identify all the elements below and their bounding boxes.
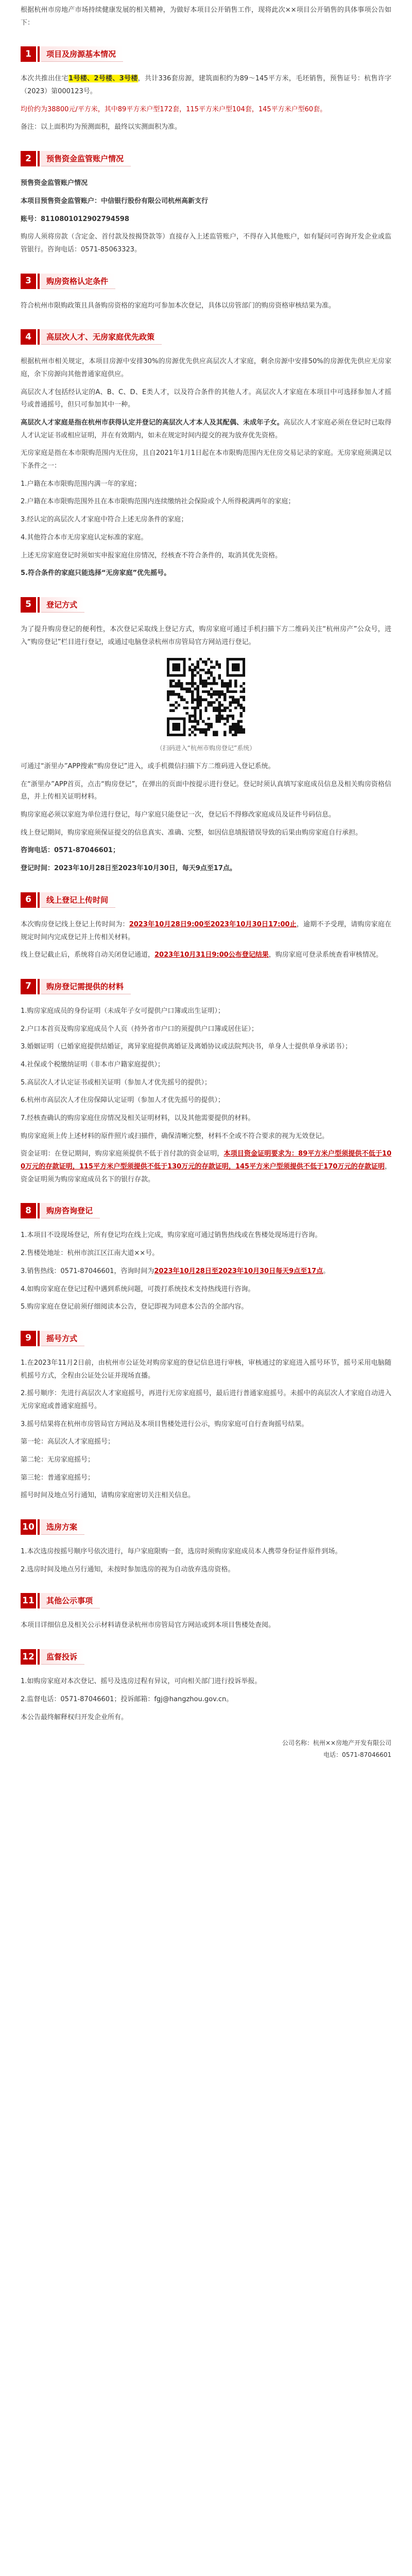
paragraph: 根据杭州市相关规定，本项目房源中安排30%的房源优先供应高层次人才家庭，剩余房源中安排50%的房源优先供应无房家庭，余下房源向其他普通家庭供应。 xyxy=(21,358,391,378)
list-item: 2.户口本首页及购房家庭成员个人页（持外省市户口的须提供户口簿或居住证）； xyxy=(21,1025,258,1033)
section-bar xyxy=(38,1649,40,1665)
paragraph: 第三轮：普通家庭摇号； xyxy=(21,1473,95,1482)
section-title: 登记方式 xyxy=(41,597,84,613)
paragraph: 1.如购房家庭对本次登记、摇号及选房过程有异议，可向相关部门进行投诉举报。 xyxy=(21,1677,262,1686)
paragraph: 线上登记期间，购房家庭须保证提交的信息真实、准确、完整，如因信息填报错误导致的后果由购房家庭自行承担。 xyxy=(21,828,363,837)
intro-text: 根据杭州市房地产市场持续健康发展的相关精神，为做好本项目公开销售工作，现将此次××项目公开销售的具体事项公告如下： xyxy=(21,6,391,27)
paragraph: 1.本项目不设现场登记，所有登记均在线上完成，购房家庭可通过销售热线或在售楼处现场进行咨询。 xyxy=(21,1231,322,1240)
paragraph: 高层次人才家庭是指在杭州市获得认定并登记的高层次人才本人及其配偶、未成年子女。高层次人才家庭必须在登记时已取得人才认定证书或相应证明，并在有效期内，如未在规定时间内提交的视为放弃优先资格。 xyxy=(21,419,391,439)
section-number: 6 xyxy=(21,892,36,908)
paragraph: 购房人须将房款（含定金、首付款及按揭贷款等）直接存入上述监管账户，不得存入其他账户，如有疑问可咨询开发企业或监管银行。咨询电话：0571-85063323。 xyxy=(21,233,391,253)
paragraph: 本次共推出住宅1号楼、2号楼、3号楼，共计336套房源，建筑面积约为89～145平方米，毛坯销售，预售证号：杭售许字（2023）第000123号。 xyxy=(21,75,391,96)
paragraph: 线上登记截止后，系统将自动关闭登记通道，2023年10月31日9:00公布登记结果，购房家庭可登录系统查看审核情况。 xyxy=(21,951,383,959)
highlight: 2023年10月31日9:00公布登记结果 xyxy=(154,951,269,959)
paragraph: 1.本次选房按摇号顺序号依次进行，每户家庭限购一套，选房时须购房家庭成员本人携带身份证件原件到场。 xyxy=(21,1548,342,1556)
section-title: 监督投诉 xyxy=(41,1649,84,1665)
section-title: 其他公示事项 xyxy=(41,1593,100,1608)
section-number: 11 xyxy=(21,1593,36,1608)
section-number: 1 xyxy=(21,46,36,62)
section-title: 线上登记上传时间 xyxy=(41,892,115,908)
section-bar xyxy=(38,329,40,345)
section-header-6 xyxy=(21,890,391,910)
highlight: 2023年10月28日至2023年10月30日每天9点至17点 xyxy=(154,1267,323,1275)
paragraph: 4.如购房家庭在登记过程中遇到系统问题，可拨打系统技术支持热线进行咨询。 xyxy=(21,1285,255,1293)
paragraph: 为了提升购房登记的便利性，本次登记采取线上登记方式，购房家庭可通过手机扫描下方二维码关注“杭州房产”公众号，进入“购房登记”栏目进行登记，或通过电脑登录杭州市房管局官方网站进行登记。 xyxy=(21,625,391,646)
section-number: 9 xyxy=(21,1331,36,1346)
paragraph: 资金证明：在登记期间，购房家庭须提供不低于首付款的资金证明，本项目资金证明要求为：89平方米户型须提供不低于100万元的存款证明，115平方米户型须提供不低于130万元的存款证明，145平方米户型须提供不低于170万元的存款证明，资金证明须为购房家庭成员名下的银行存款。 xyxy=(21,1150,391,1183)
section-header-12 xyxy=(21,1647,391,1667)
list-item: 6.杭州市高层次人才住房保障认定证明（参加人才优先摇号的提供）； xyxy=(21,1096,225,1105)
list-item: 3.婚姻证明（已婚家庭提供结婚证，离异家庭提供离婚证及离婚协议或法院判决书，单身人士提供单身承诺书）； xyxy=(21,1043,352,1051)
list-item: 3.经认定的高层次人才家庭中符合上述无房条件的家庭； xyxy=(21,516,188,524)
paragraph: 本次购房登记线上登记上传时间为：2023年10月28日9:00至2023年10月30日17:00止，逾期不予受理，请购房家庭在规定时间内完成登记并上传相关材料。 xyxy=(21,920,391,941)
list-item: 1.购房家庭成员的身份证明（未成年子女可提供户口簿或出生证明）； xyxy=(21,1007,225,1015)
section-bar xyxy=(38,274,40,289)
section-bar xyxy=(38,597,40,613)
section-number: 5 xyxy=(21,597,36,613)
footer-tel: 电话：0571-87046601 xyxy=(323,1751,391,1759)
qr-caption: （扫码进入“杭州市购房登记”系统） xyxy=(156,744,256,752)
section-title: 项目及房源基本情况 xyxy=(41,46,123,62)
highlight: 1号楼、2号楼、3号楼 xyxy=(68,75,138,83)
section-number: 12 xyxy=(21,1649,36,1665)
paragraph: 咨询电话：0571-87046601； xyxy=(21,846,119,855)
section-title: 选房方案 xyxy=(41,1519,84,1535)
section-number: 4 xyxy=(21,329,36,345)
paragraph: 均价约为38800元/平方米，其中89平方米户型172套，115平方米户型104套，145平方米户型60套。 xyxy=(21,105,327,113)
section-header-7 xyxy=(21,976,391,997)
section-header-4 xyxy=(21,327,391,347)
qr-code-icon[interactable] xyxy=(165,656,247,738)
paragraph: 2.摇号顺序：先进行高层次人才家庭摇号，再进行无房家庭摇号，最后进行普通家庭摇号。未摇中的高层次人才家庭自动进入无房家庭或普通家庭摇号。 xyxy=(21,1389,391,1410)
paragraph: 5.符合条件的家庭只能选择“无房家庭”优先摇号。 xyxy=(21,569,171,578)
paragraph: 2.监督电话：0571-87046601；投诉邮箱：fgj@hangzhou.gov.cn。 xyxy=(21,1695,233,1703)
paragraph: 2.售楼处地址：杭州市滨江区江南大道××号。 xyxy=(21,1249,159,1258)
section-title: 购房登记需提供的材料 xyxy=(41,979,131,994)
section-title: 购房咨询登记 xyxy=(41,1203,100,1218)
section-header-3 xyxy=(21,271,391,292)
list-item: 2.户籍在本市限购范围外且在本市限购范围内连续缴纳社会保险或个人所得税满两年的家庭； xyxy=(21,498,295,506)
paragraph: 备注：以上面积均为预测面积，最终以实测面积为准。 xyxy=(21,123,182,131)
qr-code-wrap xyxy=(21,656,391,738)
section-title: 购房资格认定条件 xyxy=(41,274,115,289)
paragraph: 第二轮：无房家庭摇号； xyxy=(21,1456,95,1464)
paragraph: 本项目预售资金监管账户：中信银行股份有限公司杭州高新支行 xyxy=(21,197,209,205)
paragraph: 可通过“浙里办”APP搜索“购房登记”进入，或手机微信扫描下方二维码进入登记系统。 xyxy=(21,762,275,771)
paragraph: 在“浙里办”APP首页，点击“购房登记”，在弹出的页面中按提示进行登记。登记时须认真填写家庭成员信息及相关购房资格信息，并上传相关证明材料。 xyxy=(21,780,391,801)
paragraph: 购房家庭必须以家庭为单位进行登记，每户家庭只能登记一次，登记后不得修改家庭成员及证件号码信息。 xyxy=(21,811,336,819)
section-number: 7 xyxy=(21,979,36,994)
section-header-1 xyxy=(21,44,391,64)
list-item: 4.社保或个税缴纳证明（非本市户籍家庭提供）； xyxy=(21,1060,164,1069)
paragraph: 高层次人才包括经认定的A、B、C、D、E类人才，以及符合条件的其他人才。高层次人才家庭在本项目中可选择参加人才摇号或普通摇号，但只可参加其中一种。 xyxy=(21,388,391,409)
paragraph: 摇号时间及地点另行通知，请购房家庭密切关注相关信息。 xyxy=(21,1492,195,1500)
section-header-5 xyxy=(21,595,391,615)
paragraph: 符合杭州市限购政策且具备购房资格的家庭均可参加本次登记，具体以房管部门的购房资格审核结果为准。 xyxy=(21,301,336,310)
highlight: 2023年10月28日9:00至2023年10月30日17:00止 xyxy=(129,920,297,928)
paragraph: 无房家庭是指在本市限购范围内无住房，且自2021年1月1日起在本市限购范围内无住房交易记录的家庭。无房家庭须满足以下条件之一： xyxy=(21,449,391,470)
section-bar xyxy=(38,1331,40,1346)
section-header-8 xyxy=(21,1200,391,1221)
section-number: 3 xyxy=(21,274,36,289)
section-bar xyxy=(38,979,40,994)
section-header-2 xyxy=(21,148,391,169)
section-bar xyxy=(38,1203,40,1218)
footer-signature xyxy=(21,1737,391,1761)
paragraph: 本公告最终解释权归开发企业所有。 xyxy=(21,1713,128,1721)
section-bar xyxy=(38,892,40,908)
paragraph: 5.购房家庭在登记前须仔细阅读本公告，登记即视为同意本公告的全部内容。 xyxy=(21,1303,248,1311)
section-bar xyxy=(38,1593,40,1608)
paragraph: 上述无房家庭登记时须如实申报家庭住房情况，经核查不符合条件的，取消其优先资格。 xyxy=(21,551,282,560)
section-title: 预售资金监管账户情况 xyxy=(41,151,131,166)
paragraph: 第一轮：高层次人才家庭摇号； xyxy=(21,1438,115,1446)
section-bar xyxy=(38,1519,40,1535)
paragraph: 购房家庭须上传上述材料的原件照片或扫描件，确保清晰完整，材料不全或不符合要求的视为无效登记。 xyxy=(21,1132,329,1140)
paragraph: 3.摇号结果将在杭州市房管局官方网站及本项目售楼处进行公示，购房家庭可自行查询摇号结果。 xyxy=(21,1420,308,1428)
list-item: 5.高层次人才认定证书或相关证明（参加人才优先摇号的提供）； xyxy=(21,1078,211,1087)
section-number: 10 xyxy=(21,1519,36,1535)
highlight: 本项目资金证明要求为：89平方米户型须提供不低于100万元的存款证明，115平方米户型须提供不低于130万元的存款证明，145平方米户型须提供不低于170万元的存款证明 xyxy=(21,1150,391,1171)
paragraph: 1.在2023年11月2日前，由杭州市公证处对购房家庭的登记信息进行审核，审核通过的家庭进入摇号环节，摇号采用电脑随机摇号方式，全程由公证处公证并现场直播。 xyxy=(21,1359,391,1380)
paragraph: 2.选房时间及地点另行通知，未按时参加选房的视为自动放弃选房资格。 xyxy=(21,1565,235,1573)
section-number: 8 xyxy=(21,1203,36,1218)
list-item: 4.其他符合本市无房家庭认定标准的家庭。 xyxy=(21,533,148,541)
list-item: 1.户籍在本市限购范围内满一年的家庭； xyxy=(21,480,141,488)
section-title: 摇号方式 xyxy=(41,1331,84,1346)
section-bar xyxy=(38,46,40,62)
section-header-11 xyxy=(21,1590,391,1611)
paragraph: 预售资金监管账户情况 xyxy=(21,179,88,188)
paragraph: 本项目详细信息及相关公示材料请登录杭州市房管局官方网站或到本项目售楼处查阅。 xyxy=(21,1621,276,1630)
paragraph: 3.销售热线：0571-87046601，咨询时间为2023年10月28日至2023年10月30日每天9点至17点。 xyxy=(21,1267,330,1275)
footer-company: 公司名称：杭州××房地产开发有限公司 xyxy=(282,1739,391,1747)
paragraph: 登记时间：2023年10月28日至2023年10月30日，每天9点至17点。 xyxy=(21,865,236,873)
list-item: 7.经核查确认的购房家庭住房情况及相关证明材料，以及其他需要提供的材料。 xyxy=(21,1114,255,1123)
section-bar xyxy=(38,151,40,166)
section-number: 2 xyxy=(21,151,36,166)
section-header-10 xyxy=(21,1517,391,1537)
section-header-9 xyxy=(21,1328,391,1349)
paragraph: 账号：8110801012902794598 xyxy=(21,215,129,223)
section-title: 高层次人才、无房家庭优先政策 xyxy=(41,329,162,345)
